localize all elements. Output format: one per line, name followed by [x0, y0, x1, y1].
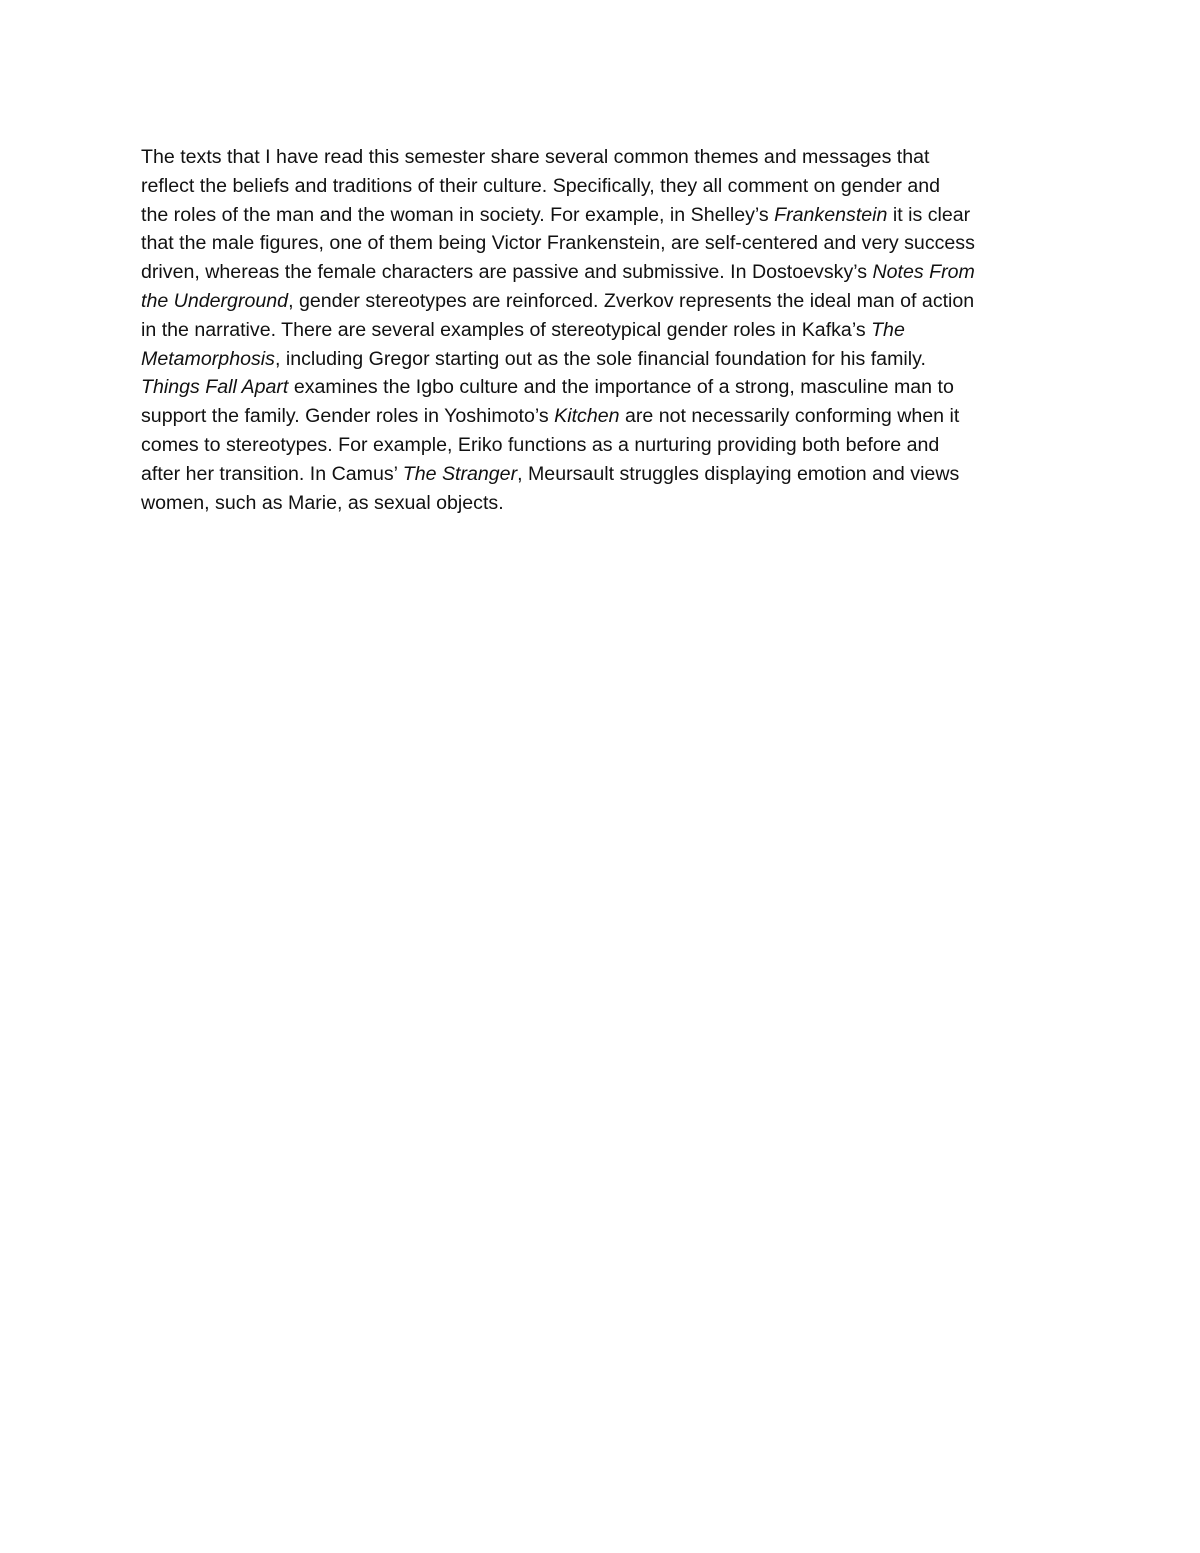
text-run: the roles of the man and the woman in society. For example, in Shelley’s [141, 203, 775, 226]
paragraph-line [141, 460, 1071, 489]
paragraph-line [141, 373, 1071, 402]
text-run: reflect the beliefs and traditions of their culture. Specifically, they all comment on gender and [141, 174, 941, 197]
text-run: that the male figures, one of them being Victor Frankenstein, are self-centered and very success [141, 232, 975, 255]
paragraph-line [141, 345, 1071, 374]
paragraph-line [141, 201, 1071, 230]
paragraph-line [141, 287, 1071, 316]
text-run: it is clear [887, 203, 971, 226]
book-title-metamorphosis: Metamorphosis [141, 347, 275, 370]
text-run: support the family. Gender roles in Yoshimoto’s [141, 405, 555, 428]
book-title-kitchen: Kitchen [554, 405, 620, 428]
book-title-notes-from: Notes From [872, 261, 975, 284]
text-run: , gender stereotypes are reinforced. Zverkov represents the ideal man of action [288, 289, 975, 312]
paragraph-line [141, 316, 1071, 345]
paragraph-line [141, 229, 1071, 258]
paragraph-line [141, 431, 1071, 460]
text-run: The texts that I have read this semester share several common themes and messages that [141, 146, 930, 168]
text-run: driven, whereas the female characters are passive and submissive. In Dostoevsky’s [141, 261, 873, 284]
text-run: , including Gregor starting out as the sole financial foundation for his family. [274, 347, 926, 370]
text-run: in the narrative. There are several examples of stereotypical gender roles in Kafka’s [141, 318, 872, 341]
text-run: after her transition. In Camus’ [141, 462, 403, 485]
book-title-the-underground: the Underground [141, 289, 289, 312]
book-title-things-fall-apart: Things Fall Apart [141, 376, 289, 399]
paragraph-line [141, 143, 1071, 172]
paragraph-line [141, 258, 1071, 287]
paragraph-line [141, 489, 1071, 518]
text-run: women, such as Marie, as sexual objects. [141, 491, 504, 514]
paragraph-line [141, 172, 1071, 201]
book-title-the-stranger: The Stranger [402, 462, 518, 485]
paragraph-line [141, 402, 1071, 431]
text-run: are not necessarily conforming when it [619, 405, 960, 428]
text-run: examines the Igbo culture and the importance of a strong, masculine man to [288, 376, 954, 399]
body-paragraph [141, 143, 1071, 517]
book-title-frankenstein: Frankenstein [774, 203, 888, 226]
text-run: , Meursault struggles displaying emotion and views [517, 462, 960, 485]
book-title-the: The [871, 318, 905, 341]
text-run: comes to stereotypes. For example, Eriko functions as a nurturing providing both before and [141, 433, 940, 456]
